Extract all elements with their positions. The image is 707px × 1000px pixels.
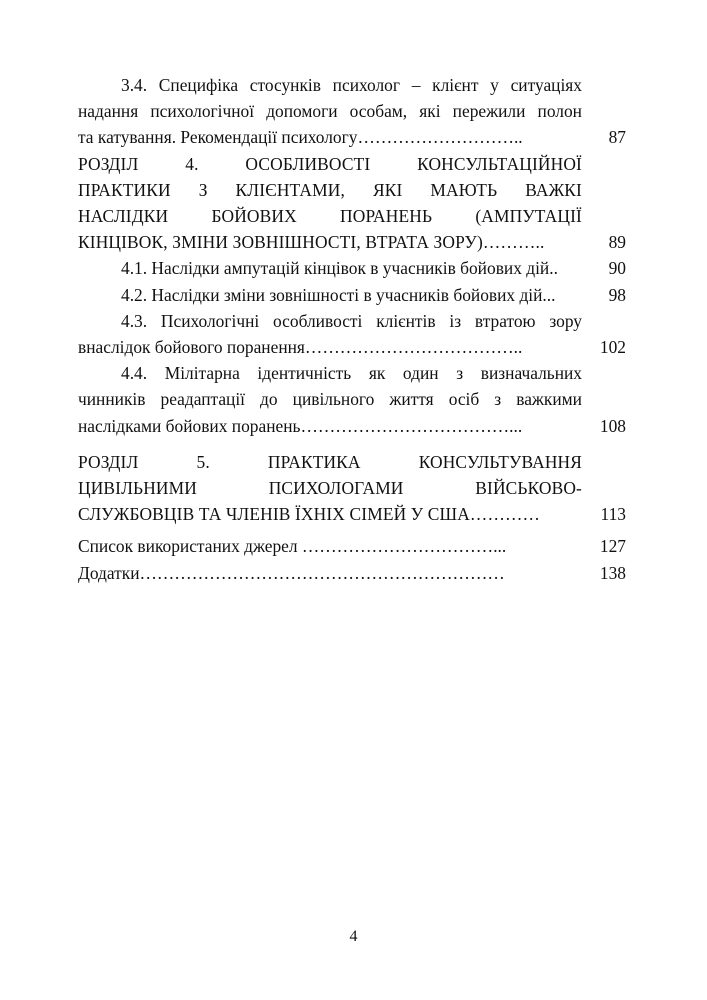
table-of-contents [78, 72, 626, 586]
toc-page-number: 127 [599, 536, 626, 557]
toc-entry-line: СЛУЖБОВЦІВ ТА ЧЛЕНІВ ЇХНІХ СІМЕЙ У США………… [78, 504, 541, 525]
toc-entry-line: РОЗДІЛ 5. ПРАКТИКА КОНСУЛЬТУВАННЯ [78, 451, 582, 472]
toc-page-number: 138 [599, 562, 626, 583]
toc-entry-line: чинників реадаптації до цивільного життя осіб з важкими [78, 389, 582, 410]
toc-page-number: 98 [608, 284, 626, 305]
toc-page-number: 108 [599, 415, 626, 436]
section-spacer [78, 439, 626, 449]
toc-entry-4-1 [78, 255, 626, 281]
toc-entry-line: 3.4. Специфіка стосунків психолог – клієнт у ситуаціях [121, 75, 582, 95]
toc-entry-line: Список використаних джерел ……………………………... [78, 536, 507, 557]
toc-entry-line: 4.1. Наслідки ампутацій кінцівок в учасників бойових дій.. [121, 258, 558, 279]
toc-entry-line: надання психологічної допомоги особам, які пережили полон [78, 101, 582, 122]
toc-entry-line: наслідками бойових поранень………………………………... [78, 415, 523, 436]
toc-page-number: 90 [608, 258, 626, 279]
toc-page-number: 89 [608, 232, 626, 253]
toc-appendices [78, 560, 626, 586]
toc-references [78, 527, 626, 559]
toc-entry-4-2 [78, 282, 626, 308]
toc-entry-line: та катування. Рекомендації психологу……………………….. [78, 127, 523, 148]
toc-entry-line: 4.3. Психологічні особливості клієнтів із втратою зору [121, 310, 582, 331]
toc-entry-3-4 [78, 72, 626, 151]
toc-page-number: 113 [600, 504, 626, 525]
page-number-footer: 4 [349, 928, 358, 945]
toc-page-number: 102 [599, 337, 626, 358]
toc-entry-line: внаслідок бойового поранення……………………………….. [78, 337, 523, 358]
toc-entry-line: КІНЦІВОК, ЗМІНИ ЗОВНІШНОСТІ, ВТРАТА ЗОРУ)……….. [78, 232, 545, 253]
toc-entry-line: 4.2. Наслідки зміни зовнішності в учасників бойових дій... [121, 284, 556, 305]
toc-entry-line: ПРАКТИКИ З КЛІЄНТАМИ, ЯКІ МАЮТЬ ВАЖКІ [78, 179, 582, 200]
toc-entry-line: ЦИВІЛЬНИМИ ПСИХОЛОГАМИ ВІЙСЬКОВО- [78, 478, 582, 499]
toc-entry-4-3 [78, 308, 626, 360]
toc-entry-line: РОЗДІЛ 4. ОСОБЛИВОСТІ КОНСУЛЬТАЦІЙНОЇ [78, 153, 582, 174]
toc-chapter-4 [78, 151, 626, 256]
toc-entry-line: 4.4. Мілітарна ідентичність як один з визначальних [121, 363, 582, 384]
toc-chapter-5 [78, 449, 626, 528]
toc-entry-line: Додатки……………………………………………………… [78, 562, 505, 583]
toc-entry-4-4 [78, 360, 626, 439]
toc-entry-line: НАСЛІДКИ БОЙОВИХ ПОРАНЕНЬ (АМПУТАЦІЇ [78, 206, 582, 227]
toc-page-number: 87 [608, 127, 626, 148]
